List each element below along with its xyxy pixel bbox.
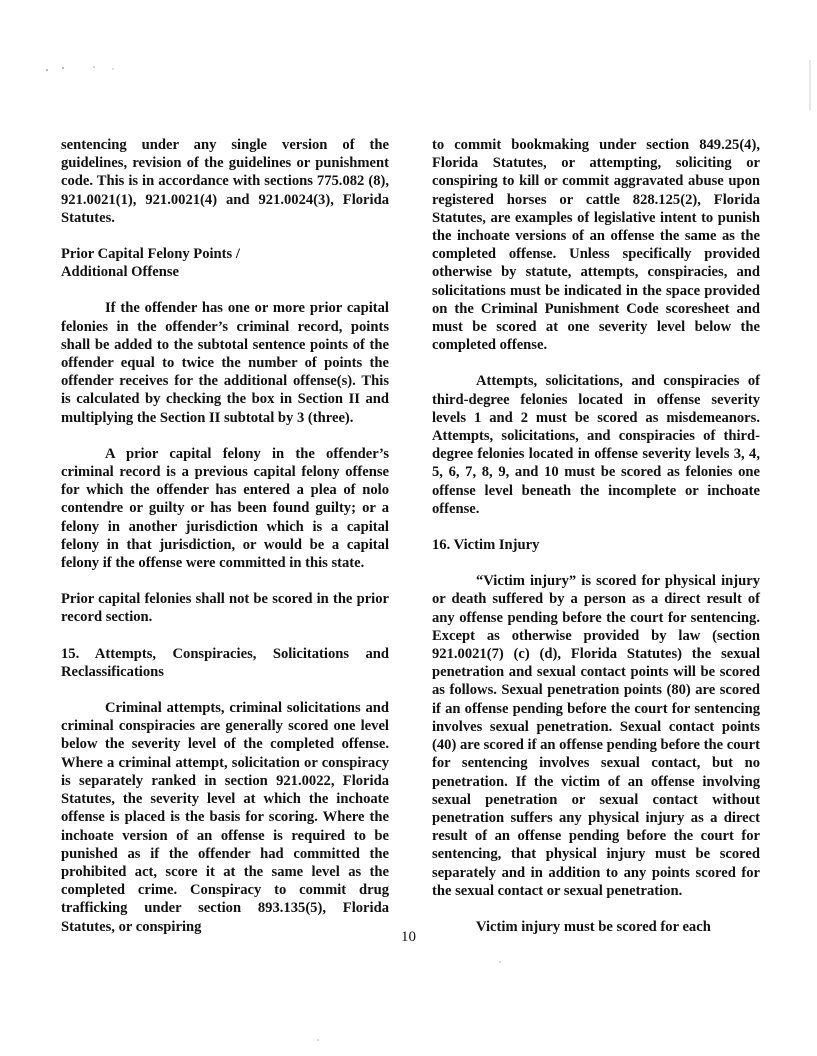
right-paragraph-3: “Victim injury” is scored for physical injury or death suffered by a person as a direct result of any offense pending before the court for sentencing. Except as otherwise provided by law (section 921.0021(7) (c) (d), Florida Statutes) the sexual penetration and sexual contact points will be scored as follows. Sexual penetration points (80) are scored if an offense pending before the court for sentencing involves sexual penetration. Sexual contact points (40) are scored if an offense pending before the court for sentencing involves sexual contact, but no penetration. If the victim of an offense involving sexual penetration or sexual contact without penetration suffers any physical injury as a direct result of an offense pending before the court for sentencing, that physical injury must be scored separately and in addition to any points scored for the sexual contact or sexual penetration. [432,573,760,899]
right-paragraph-4: Victim injury must be scored for each [476,918,711,935]
right-paragraph-1: to commit bookmaking under section 849.25(4), Florida Statutes, or attempting, soliciting or conspiring to kill or commit aggravated abuse upon registered horses or cattle 828.125(2), Florida Statutes, are examples of legislative intent to punish the inchoate versions of an offense the same as the completed offense. Unless specifically provided otherwise by statute, attempts, conspiracies, and solicitations must be indicated in the space provided on the Criminal Punishment Code scoresheet and must be scored at one severity level below the completed offense. [432,137,760,354]
heading-prior-capital-line-2: Additional Offense [61,264,179,281]
right-column [432,136,760,936]
left-paragraph-1: sentencing under any single version of the guidelines, revision of the guidelines or punishment code. This is in accordance with sections 775.082 (8), 921.0021(1), 921.0021(4) and 921.0024(3), Florida Statutes. [61,137,389,226]
heading-section-16: 16. Victim Injury [432,537,540,554]
heading-prior-capital-felony [61,245,389,281]
heading-prior-capital-line-1: Prior Capital Felony Points / [61,246,240,263]
page-number: 10 [401,929,416,945]
left-paragraph-3: A prior capital felony in the offender’s criminal record is a previous capital felony offense for which the offender has entered a plea of nolo contendre or guilty or has been found guilty; or a felony in another jurisdiction which is a capital felony in that jurisdiction, or would be a capital felony if the offense were committed in this state. [61,445,389,572]
left-column [61,136,389,936]
left-paragraph-4: Prior capital felonies shall not be scored in the prior record section. [61,591,389,626]
left-paragraph-2: If the offender has one or more prior capital felonies in the offender’s criminal record, points shall be added to the subtotal sentence points of the offender equal to twice the number of points the offender receives for the additional offense(s). This is calculated by checking the box in Section II and multiplying the Section II subtotal by 3 (three). [61,300,389,426]
right-paragraph-2: Attempts, solicitations, and conspiracies of third-degree felonies located in offense severity levels 1 and 2 must be scored as misdemeanors. Attempts, solicitations, and conspiracies of third-degree felonies located in offense severity levels 3, 4, 5, 6, 7, 8, 9, and 10 must be scored as felonies one offense level beneath the incomplete or inchoate offense. [432,373,760,517]
heading-section-15: 15. Attempts, Conspiracies, Solicitations and Reclassifications [61,645,389,680]
left-paragraph-5: Criminal attempts, criminal solicitations and criminal conspiracies are generally scored one level below the severity level of the completed offense. Where a criminal attempt, solicitation or conspiracy is separately ranked in section 921.0022, Florida Statutes, the severity level at which the inchoate offense is placed is the basis for scoring. Where the inchoate version of an offense is required to be punished as if the offender had committed the prohibited act, score it at the same level as the completed crime. Conspiracy to commit drug trafficking under section 893.135(5), Florida Statutes, or conspiring [61,700,389,935]
